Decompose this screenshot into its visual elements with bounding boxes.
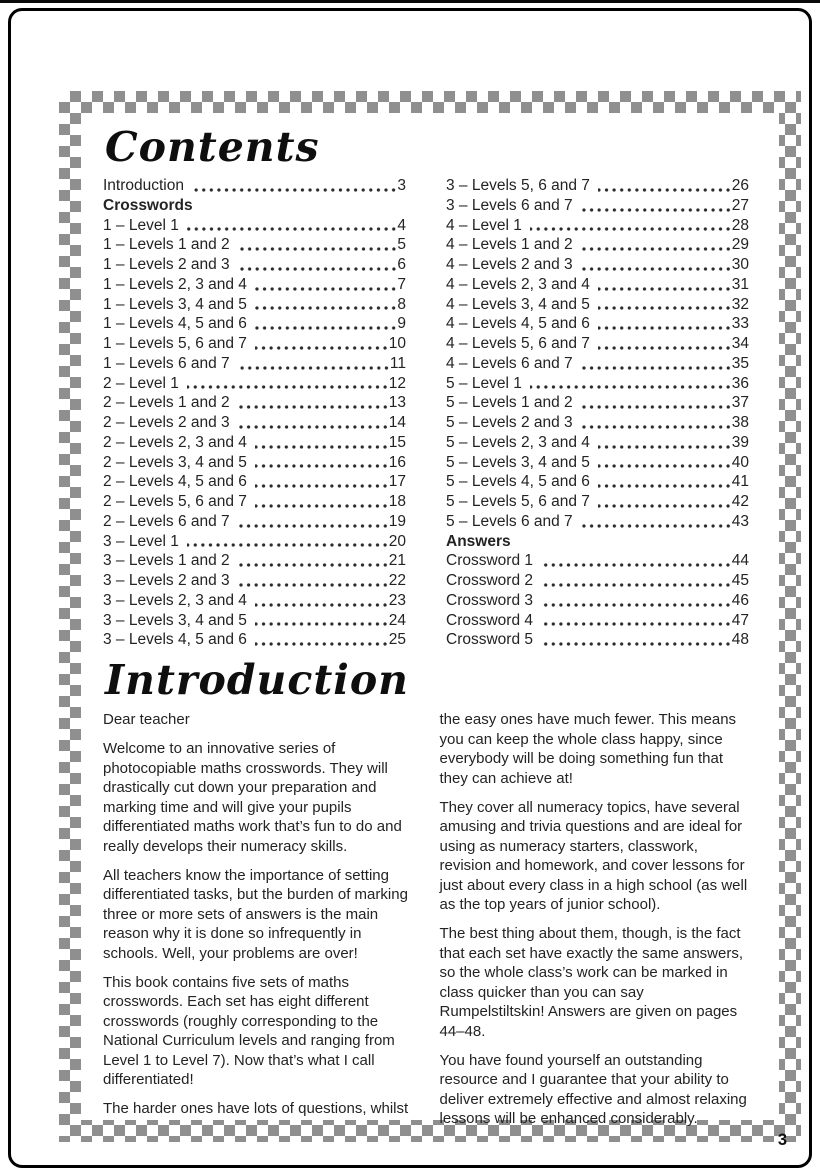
introduction-columns: [103, 710, 749, 1138]
toc-entry-page: 24: [388, 611, 406, 629]
toc-leader-dots: [238, 365, 390, 370]
intro-paragraph: The harder ones have lots of questions, whilst: [103, 1100, 409, 1118]
toc-entry-label: Introduction: [103, 177, 184, 195]
toc-entry-page: 16: [388, 453, 406, 471]
toc-leader-dots: [255, 602, 389, 607]
intro-paragraph: Dear teacher: [103, 711, 190, 729]
toc-entry-label: 3 – Levels 1 and 2: [103, 552, 230, 570]
toc-entry-page: 44: [731, 552, 749, 570]
toc-leader-dots: [598, 503, 732, 508]
toc-entry-label: 4 – Levels 2, 3 and 4: [446, 275, 590, 293]
toc-entry: [446, 453, 749, 473]
toc-entry-page: 4: [397, 216, 406, 234]
toc-entry-page: 25: [388, 631, 406, 649]
toc-entry-label: 2 – Levels 1 and 2: [103, 394, 230, 412]
toc-entry-label: 1 – Levels 5, 6 and 7: [103, 335, 247, 353]
toc-entry-page: 29: [731, 236, 749, 254]
intro-paragraph: You have found yourself an outstanding resource and I guarantee that your ability to deliver extremely effective and almost relaxing lessons will be enhanced considerably.: [439, 1051, 747, 1128]
toc-entry-label: Crossword 1: [446, 552, 533, 570]
toc-entry-page: 5: [397, 236, 406, 254]
toc-leader-dots: [238, 405, 389, 410]
toc-leader-dots: [238, 582, 389, 587]
toc-entry-label: 5 – Levels 4, 5 and 6: [446, 473, 590, 491]
toc-entry-page: 45: [731, 572, 749, 590]
toc-entry-page: 11: [389, 354, 406, 372]
toc-entry-label: 2 – Level 1: [103, 374, 179, 392]
toc-entry: [446, 374, 749, 394]
toc-entry-page: 18: [388, 493, 406, 511]
toc-leader-dots: [187, 543, 389, 548]
toc-entry-label: 4 – Levels 1 and 2: [446, 236, 573, 254]
toc-leader-dots: [255, 503, 389, 508]
toc-entry-label: 4 – Levels 5, 6 and 7: [446, 335, 590, 353]
toc-entry-page: 22: [388, 572, 406, 590]
toc-entry-page: 7: [397, 275, 406, 293]
toc-leader-dots: [238, 424, 389, 429]
toc-entry: [446, 255, 749, 275]
toc-entry-page: 46: [731, 591, 749, 609]
toc-entry: [446, 433, 749, 453]
toc-entry-label: 1 – Levels 1 and 2: [103, 236, 230, 254]
toc-entry-label: 4 – Levels 4, 5 and 6: [446, 315, 590, 333]
toc-entry: [103, 393, 406, 413]
toc-entry-page: 33: [731, 315, 749, 333]
toc-leader-dots: [255, 642, 389, 647]
toc-entry-page: 6: [397, 256, 406, 274]
toc-leader-dots: [255, 306, 397, 311]
toc-leader-dots: [255, 464, 389, 469]
introduction-title: Introduction: [105, 656, 409, 705]
toc-leader-dots: [581, 266, 732, 271]
intro-paragraph: All teachers know the importance of setting differentiated tasks, but the burden of marking three or more sets of answers is the main reason why it is done so infrequently in schools. Well, your problems are over!: [103, 866, 408, 962]
toc-leader-dots: [598, 306, 732, 311]
toc-entry: [446, 393, 749, 413]
intro-paragraph: the easy ones have much fewer. This means you can keep the whole class happy, since everybody will be doing something fun that they can achieve at!: [439, 711, 737, 787]
toc-entry-page: 13: [388, 394, 406, 412]
toc-entry: [446, 492, 749, 512]
toc-entry: [446, 551, 749, 571]
toc-entry: [103, 512, 406, 532]
toc-entry-label: 5 – Levels 5, 6 and 7: [446, 493, 590, 511]
page-border: [8, 8, 812, 1168]
toc-leader-dots: [255, 484, 389, 489]
toc-entry-page: 37: [731, 394, 749, 412]
intro-paragraph: Welcome to an innovative series of photocopiable maths crosswords. They will drastically cut down your preparation and marking time and will give your pupils differentiated maths work that’s fun to do and really develops their numeracy skills.: [103, 740, 402, 855]
toc-entry: [446, 472, 749, 492]
toc-entry-label: 5 – Levels 1 and 2: [446, 394, 573, 412]
toc-entry: [446, 413, 749, 433]
toc-entry-label: 2 – Levels 2 and 3: [103, 414, 230, 432]
toc-entry-page: 31: [731, 275, 749, 293]
top-edge-line: [0, 0, 820, 3]
toc-entry: [103, 472, 406, 492]
toc-entry-label: 3 – Levels 3, 4 and 5: [103, 611, 247, 629]
toc-entry-page: 38: [731, 414, 749, 432]
toc-entry-page: 42: [731, 493, 749, 511]
toc-leader-dots: [238, 523, 389, 528]
toc-leader-dots: [255, 345, 389, 350]
toc-entry-page: 21: [388, 552, 406, 570]
toc-leader-dots: [238, 247, 398, 252]
toc-entry-label: 3 – Levels 6 and 7: [446, 196, 573, 214]
toc-entry: [103, 591, 406, 611]
page-number: 3: [777, 1131, 787, 1149]
toc-entry: [446, 334, 749, 354]
toc-entry-page: 35: [731, 354, 749, 372]
toc-entry: [103, 433, 406, 453]
toc-entry: [103, 374, 406, 394]
toc-entry: [103, 413, 406, 433]
toc-entry-label: Crosswords: [103, 196, 193, 214]
toc-entry-page: 27: [731, 196, 749, 214]
toc-entry-label: 2 – Levels 6 and 7: [103, 512, 230, 530]
toc-entry-label: 1 – Levels 3, 4 and 5: [103, 295, 247, 313]
toc-entry-label: Answers: [446, 532, 511, 550]
toc-entry-page: 12: [388, 374, 406, 392]
toc-entry-page: 17: [388, 473, 406, 491]
toc-entry-label: 1 – Level 1: [103, 216, 179, 234]
toc-entry-label: 4 – Levels 2 and 3: [446, 256, 573, 274]
toc-entry-page: 9: [397, 315, 406, 333]
page-content: [81, 113, 779, 1128]
toc-entry-page: 43: [731, 512, 749, 530]
toc-entry-label: 2 – Levels 5, 6 and 7: [103, 493, 247, 511]
toc-entry: [446, 176, 749, 196]
toc-entry-label: 1 – Levels 2, 3 and 4: [103, 275, 247, 293]
toc-entry-page: 30: [731, 256, 749, 274]
toc-leader-dots: [581, 523, 732, 528]
toc-entry-label: 5 – Levels 3, 4 and 5: [446, 453, 590, 471]
toc-entry: [103, 235, 406, 255]
toc-entry: [103, 551, 406, 571]
toc-entry: [446, 275, 749, 295]
toc-entry-page: 32: [731, 295, 749, 313]
toc-leader-dots: [581, 405, 732, 410]
toc-leader-dots: [541, 563, 732, 568]
toc-entry-page: 14: [388, 414, 406, 432]
toc-entry: [103, 275, 406, 295]
intro-paragraph: This book contains five sets of maths crosswords. Each set has eight different crosswords (roughly corresponding to the National Curriculum levels and ranging from Level 1 to Level 7). Now that’s what I call differentiated!: [103, 973, 395, 1089]
toc-entry-label: 4 – Levels 6 and 7: [446, 354, 573, 372]
toc-entry: [103, 255, 406, 275]
toc-entry-label: 4 – Level 1: [446, 216, 522, 234]
toc-leader-dots: [255, 622, 389, 627]
toc-leader-dots: [598, 444, 732, 449]
toc-entry: [103, 295, 406, 315]
toc-entry-label: 1 – Levels 4, 5 and 6: [103, 315, 247, 333]
toc-entry-label: 1 – Levels 6 and 7: [103, 354, 230, 372]
toc-entry-label: 3 – Levels 2 and 3: [103, 572, 230, 590]
toc-leader-dots: [581, 207, 732, 212]
toc-entry-label: Crossword 4: [446, 611, 533, 629]
toc-entry: [103, 196, 406, 216]
intro-column-left: [103, 710, 413, 1138]
toc-entry-page: 34: [731, 335, 749, 353]
toc-entry-page: 15: [388, 433, 406, 451]
toc-entry: [446, 532, 749, 552]
toc-leader-dots: [530, 227, 732, 232]
toc-leader-dots: [598, 345, 732, 350]
toc-entry: [103, 630, 406, 650]
intro-paragraph: The best thing about them, though, is the fact that each set have exactly the same answers, so the whole class’s work can be marked in class quicker than you can say Rumpelstiltskin! Answers are given on pages 44–48.: [439, 925, 743, 1040]
toc-leader-dots: [541, 622, 732, 627]
toc-leader-dots: [541, 582, 732, 587]
toc-leader-dots: [255, 286, 397, 291]
toc-entry: [446, 591, 749, 611]
toc-entry-label: 3 – Levels 4, 5 and 6: [103, 631, 247, 649]
toc-entry-page: 39: [731, 433, 749, 451]
toc-entry: [103, 354, 406, 374]
toc-entry: [446, 512, 749, 532]
toc-entry: [103, 571, 406, 591]
toc-leader-dots: [598, 187, 732, 192]
toc-entry-label: 5 – Levels 2, 3 and 4: [446, 433, 590, 451]
toc-leader-dots: [598, 286, 732, 291]
toc-column-left: [103, 176, 406, 650]
toc-leader-dots: [192, 187, 397, 192]
toc-entry: [103, 314, 406, 334]
toc-entry: [103, 216, 406, 236]
toc-entry: [103, 532, 406, 552]
toc-entry-page: 36: [731, 374, 749, 392]
toc-entry-label: Crossword 5: [446, 631, 533, 649]
toc-leader-dots: [598, 326, 732, 331]
toc-leader-dots: [541, 642, 732, 647]
toc-entry: [446, 196, 749, 216]
toc-leader-dots: [598, 484, 732, 489]
toc-entry-label: 3 – Level 1: [103, 532, 179, 550]
toc-leader-dots: [238, 563, 389, 568]
toc-entry: [446, 611, 749, 631]
toc-entry-label: 5 – Level 1: [446, 374, 522, 392]
toc-leader-dots: [238, 266, 398, 271]
toc-entry-label: 3 – Levels 5, 6 and 7: [446, 177, 590, 195]
toc-entry-label: 5 – Levels 2 and 3: [446, 414, 573, 432]
toc-entry-label: 2 – Levels 2, 3 and 4: [103, 433, 247, 451]
toc-entry: [103, 334, 406, 354]
toc-entry-page: 41: [731, 473, 749, 491]
toc-entry-label: Crossword 3: [446, 591, 533, 609]
toc-column-right: [446, 176, 749, 650]
toc-entry-page: 3: [397, 177, 406, 195]
toc-entry: [103, 453, 406, 473]
toc-leader-dots: [530, 385, 732, 390]
toc-entry: [446, 235, 749, 255]
toc-entry: [446, 314, 749, 334]
toc-entry-page: 19: [388, 512, 406, 530]
toc-entry-page: 23: [388, 591, 406, 609]
toc-entry-label: 2 – Levels 3, 4 and 5: [103, 453, 247, 471]
toc-entry-page: 20: [388, 532, 406, 550]
toc-entry: [446, 295, 749, 315]
toc-entry-label: Crossword 2: [446, 572, 533, 590]
toc-leader-dots: [581, 424, 732, 429]
toc-leader-dots: [187, 227, 398, 232]
toc-leader-dots: [541, 602, 732, 607]
toc-entry-page: 28: [731, 216, 749, 234]
toc-entry: [103, 492, 406, 512]
toc-entry-page: 47: [731, 611, 749, 629]
toc-entry-page: 8: [397, 295, 406, 313]
toc-entry-label: 3 – Levels 2, 3 and 4: [103, 591, 247, 609]
intro-column-right: [440, 710, 750, 1138]
toc-entry-label: 5 – Levels 6 and 7: [446, 512, 573, 530]
toc-leader-dots: [187, 385, 389, 390]
toc-entry-page: 10: [388, 335, 406, 353]
intro-paragraph: They cover all numeracy topics, have several amusing and trivia questions and are ideal for using as numeracy starters, classwork, revision and homework, and cover lessons for just about every class in a high school (as well as the top years of junior school).: [439, 798, 748, 914]
toc-entry: [446, 354, 749, 374]
toc-entry-label: 4 – Levels 3, 4 and 5: [446, 295, 590, 313]
toc-entry-page: 48: [731, 631, 749, 649]
toc-entry-page: 26: [731, 177, 749, 195]
toc-entry: [103, 176, 406, 196]
toc-leader-dots: [255, 326, 397, 331]
toc-entry-label: 1 – Levels 2 and 3: [103, 256, 230, 274]
toc-leader-dots: [598, 464, 732, 469]
checkered-border: [59, 91, 801, 1142]
toc-entry-page: 40: [731, 453, 749, 471]
toc-entry: [446, 216, 749, 236]
contents-toc: [103, 176, 749, 650]
toc-entry-label: 2 – Levels 4, 5 and 6: [103, 473, 247, 491]
toc-entry: [446, 630, 749, 650]
toc-leader-dots: [581, 365, 732, 370]
toc-leader-dots: [581, 247, 732, 252]
contents-title: Contents: [105, 123, 320, 171]
toc-entry: [446, 571, 749, 591]
toc-entry: [103, 611, 406, 631]
toc-leader-dots: [255, 444, 389, 449]
